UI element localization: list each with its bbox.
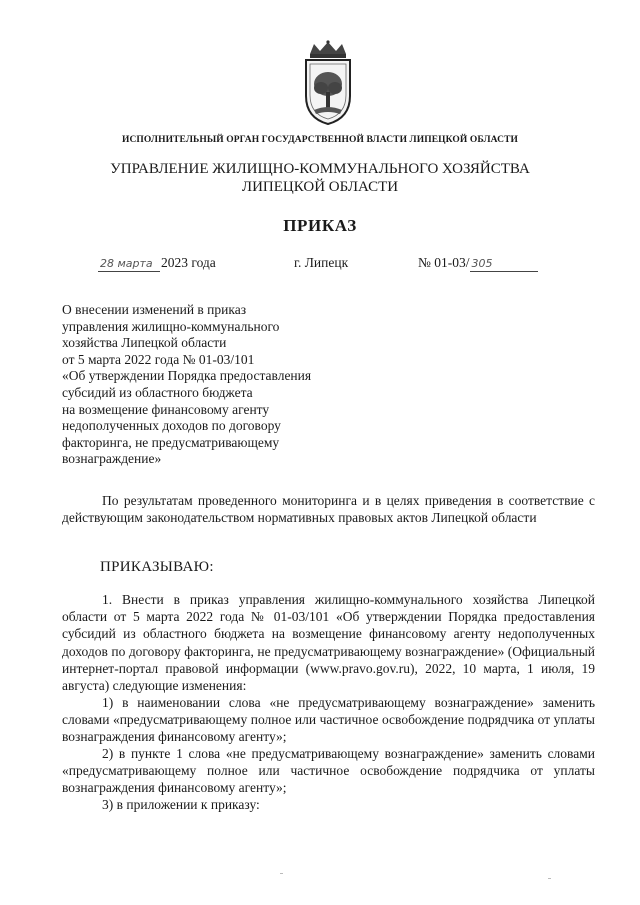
city: г. Липецк — [294, 255, 349, 270]
item-1: 1. Внести в приказ управления жилищно-коммунального хозяйства Липецкой области от 5 марта 2022 года № 01-03/101 «Об утверждении Порядка предоставления субсидий из областного бюджета на возмещение финансовому агенту недополученных доходов по договору факторинга, не предусматривающему вознаграждение» (Официальный интернет-портал правовой информации (www.pravo.gov.ru), 2022, 10 марта, 1 июля, 19 августа) следующие изменения: — [62, 592, 595, 694]
handwritten-date: 28 марта — [98, 257, 160, 272]
subject-block — [62, 302, 362, 468]
subject-line: управления жилищно-коммунального — [62, 318, 280, 334]
handwritten-number: 305 — [470, 257, 538, 272]
item-1-subitem-2: 2) в пункте 1 слова «не предусматривающему вознаграждение» заменить словами «предусматривающему полное или частичное освобождение подрядчика от уплаты вознаграждения финансовому агенту»; — [62, 746, 595, 796]
subject-line: факторинга, не предусматривающему — [62, 434, 280, 450]
order-word: ПРИКАЗЫВАЮ: — [100, 559, 214, 575]
intro-paragraph: По результатам проведенного мониторинга и в целях приведения в соответствие с действующим законодательством нормативных правовых актов Липецкой области — [62, 493, 595, 526]
document-type: ПРИКАЗ — [283, 216, 357, 235]
department-line-1: УПРАВЛЕНИЕ ЖИЛИЩНО-КОММУНАЛЬНОГО ХОЗЯЙСТВА — [110, 161, 530, 177]
scan-speck — [280, 873, 283, 874]
coat-of-arms-icon — [296, 40, 360, 126]
issuing-authority: ИСПОЛНИТЕЛЬНЫЙ ОРГАН ГОСУДАРСТВЕННОЙ ВЛАСТИ ЛИПЕЦКОЙ ОБЛАСТИ — [121, 135, 519, 145]
subject-line: вознаграждение» — [62, 451, 162, 467]
subject-line: О внесении изменений в приказ — [62, 302, 247, 317]
date-year: 2023 года — [161, 255, 216, 270]
subject-line: хозяйства Липецкой области — [62, 335, 227, 351]
subject-line: недополученных доходов по договору — [62, 418, 281, 434]
department-name — [0, 160, 640, 196]
subject-line: от 5 марта 2022 года № 01-03/101 — [62, 351, 255, 367]
scan-speck — [548, 878, 551, 879]
item-1-subitem-1: 1) в наименовании слова «не предусматривающему вознаграждение» заменить словами «предусматривающему полное или частичное освобождение подрядчика от уплаты вознаграждения финансовому агенту»; — [62, 695, 595, 745]
subject-line: «Об утверждении Порядка предоставления — [62, 368, 312, 384]
document-number — [418, 255, 538, 273]
number-prefix: № 01-03/ — [418, 255, 470, 270]
date-field — [98, 255, 168, 273]
subject-line: на возмещение финансовому агенту — [62, 401, 270, 417]
item-1-subitem-3: 3) в приложении к приказу: — [102, 797, 260, 812]
department-line-2: ЛИПЕЦКОЙ ОБЛАСТИ — [241, 179, 399, 195]
subject-line: субсидий из областного бюджета — [62, 384, 253, 400]
